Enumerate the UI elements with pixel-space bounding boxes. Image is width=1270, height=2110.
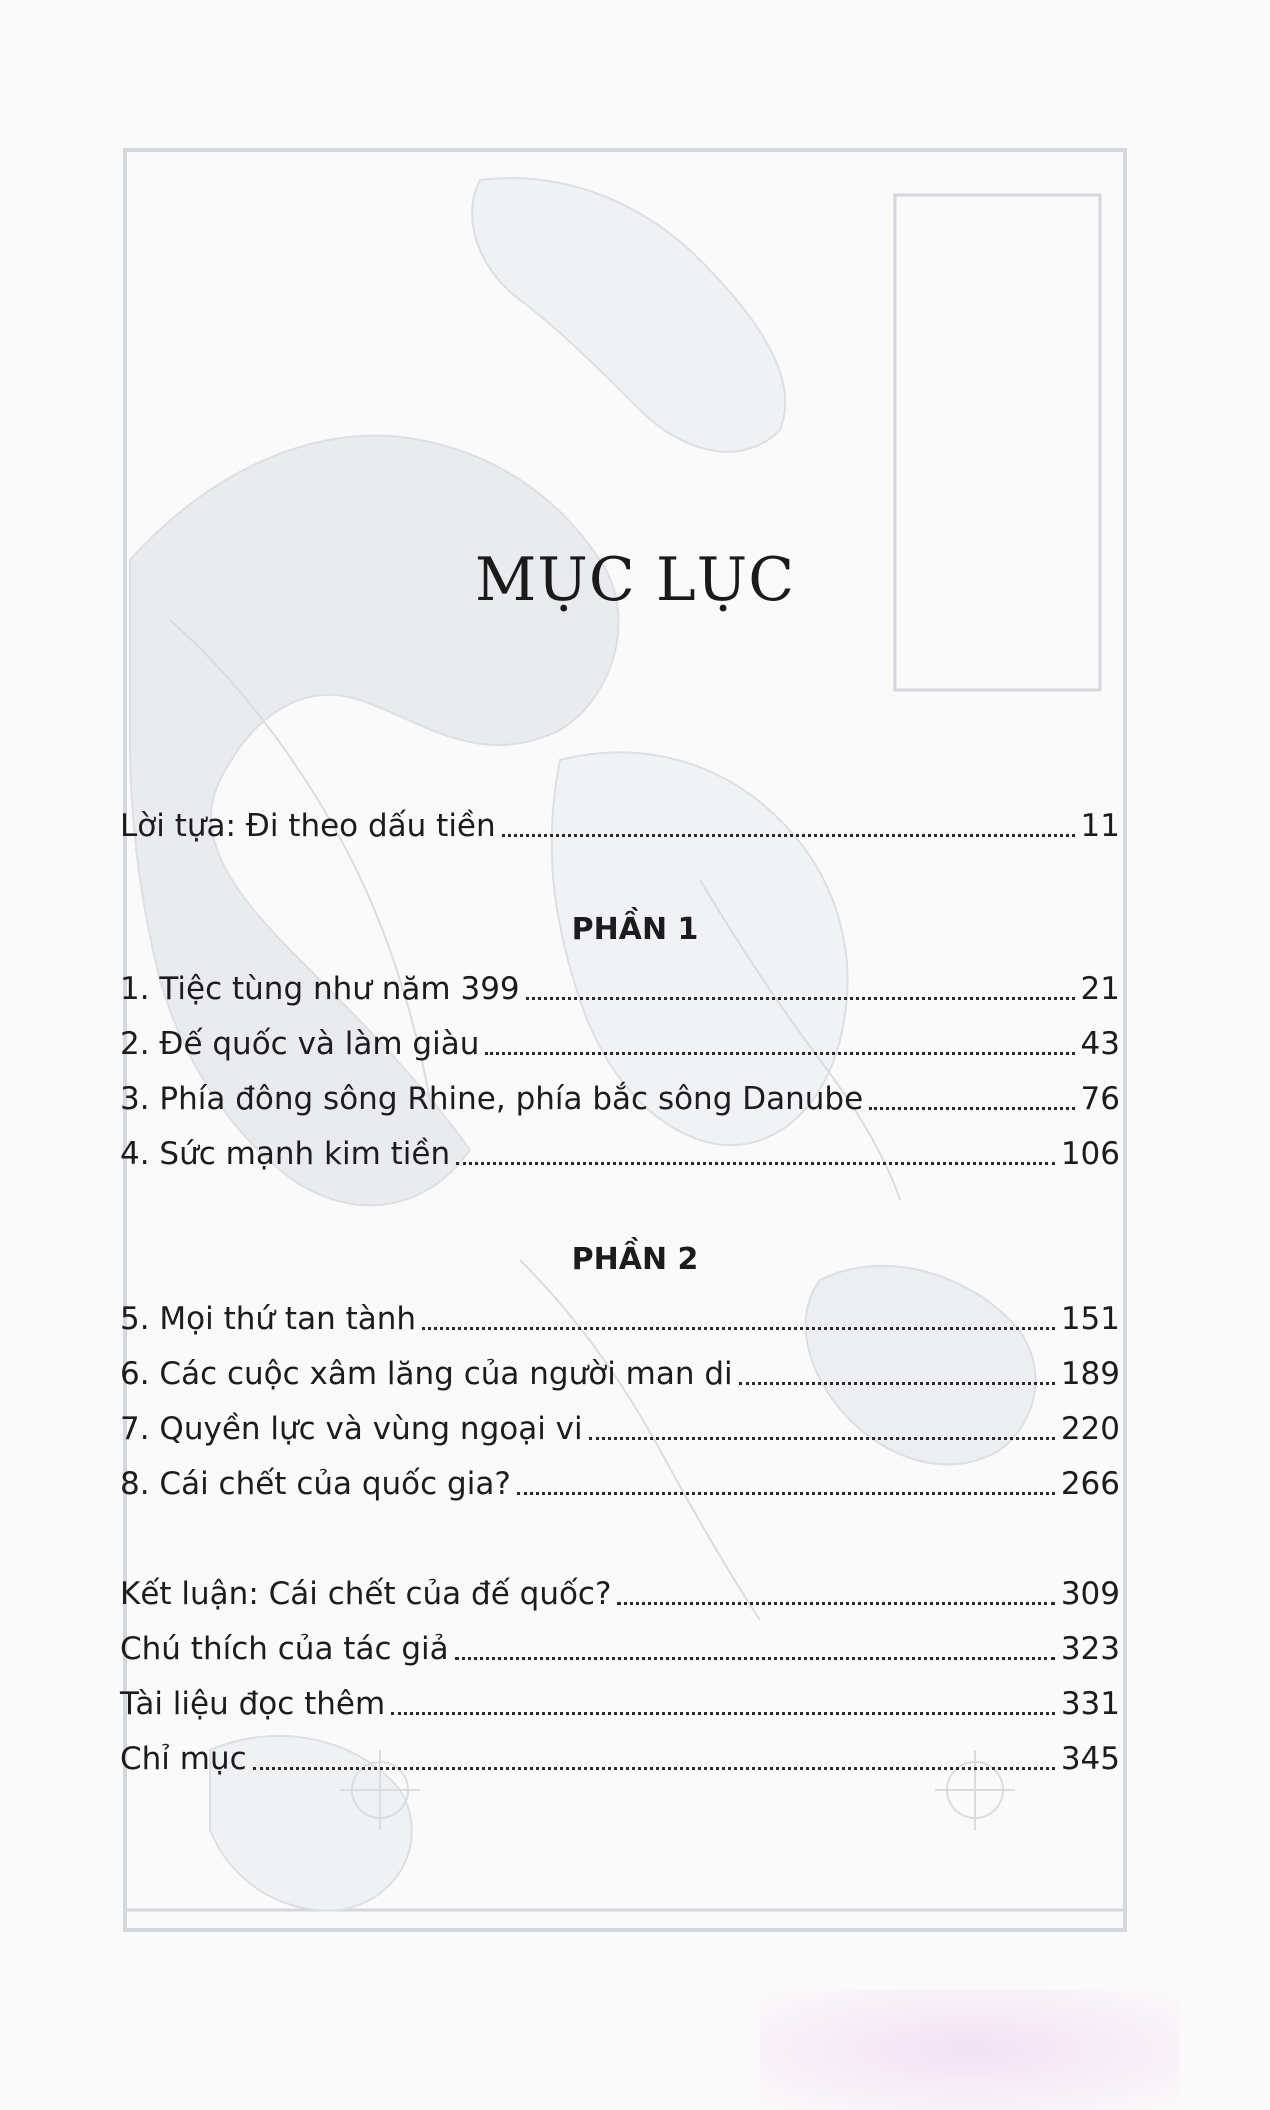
toc-entry-page-number: 106 bbox=[1060, 1136, 1120, 1172]
dot-leader bbox=[391, 1711, 1055, 1715]
toc-entry-label: 8. Cái chết của quốc gia? bbox=[120, 1466, 511, 1502]
dot-leader bbox=[422, 1326, 1055, 1330]
page-title: MỤC LỤC bbox=[474, 545, 796, 615]
toc-entry-page-number: 266 bbox=[1060, 1466, 1120, 1502]
toc-entry-page-number: 220 bbox=[1060, 1411, 1120, 1447]
dot-leader bbox=[617, 1601, 1054, 1605]
toc-entry-page-number: 345 bbox=[1060, 1741, 1120, 1777]
toc-entry-page-number: 331 bbox=[1060, 1686, 1120, 1722]
toc-entry-label: Lời tựa: Đi theo dấu tiền bbox=[120, 808, 496, 844]
toc-entry-author-notes bbox=[120, 1623, 1120, 1669]
toc-entry-preface bbox=[120, 800, 1120, 846]
toc-entry-label: Tài liệu đọc thêm bbox=[120, 1686, 386, 1722]
toc-entry-page-number: 21 bbox=[1080, 971, 1120, 1007]
toc-entry-page-number: 151 bbox=[1060, 1301, 1120, 1337]
toc-entry-label: Kết luận: Cái chết của đế quốc? bbox=[120, 1576, 612, 1612]
toc-entry bbox=[120, 1128, 1120, 1174]
toc-entry-label: 1. Tiệc tùng như năm 399 bbox=[120, 971, 520, 1007]
dot-leader bbox=[869, 1106, 1074, 1110]
toc-entry-label: Chỉ mục bbox=[120, 1741, 247, 1777]
toc-entry-label: 5. Mọi thứ tan tành bbox=[120, 1301, 417, 1337]
toc-entry bbox=[120, 1403, 1120, 1449]
toc-entry-label: 6. Các cuộc xâm lăng của người man di bbox=[120, 1356, 733, 1392]
dot-leader bbox=[455, 1656, 1055, 1660]
toc-entry-index bbox=[120, 1733, 1120, 1779]
toc-entry-page-number: 189 bbox=[1060, 1356, 1120, 1392]
dot-leader bbox=[739, 1381, 1055, 1385]
toc-entry bbox=[120, 1348, 1120, 1394]
dot-leader bbox=[517, 1491, 1055, 1495]
toc-entry bbox=[120, 1293, 1120, 1339]
dot-leader bbox=[253, 1766, 1055, 1770]
toc-entry bbox=[120, 1458, 1120, 1504]
page-edge-tint bbox=[760, 1990, 1180, 2110]
toc-entry-page-number: 11 bbox=[1080, 808, 1120, 844]
part-heading: PHẦN 1 bbox=[571, 912, 699, 947]
toc-entry-label: 2. Đế quốc và làm giàu bbox=[120, 1026, 480, 1062]
toc-entry-label: 7. Quyền lực và vùng ngoại vi bbox=[120, 1411, 583, 1447]
toc-entry-page-number: 43 bbox=[1080, 1026, 1120, 1062]
toc-entry-page-number: 76 bbox=[1080, 1081, 1120, 1117]
toc-entry-page-number: 309 bbox=[1060, 1576, 1120, 1612]
toc-entry-page-number: 323 bbox=[1060, 1631, 1120, 1667]
dot-leader bbox=[589, 1436, 1055, 1440]
toc-entry-label: 4. Sức mạnh kim tiền bbox=[120, 1136, 451, 1172]
toc-entry-conclusion bbox=[120, 1568, 1120, 1614]
part-heading: PHẦN 2 bbox=[571, 1242, 699, 1277]
dot-leader bbox=[526, 996, 1075, 1000]
toc-entry-further-reading bbox=[120, 1678, 1120, 1724]
dot-leader bbox=[485, 1051, 1074, 1055]
dot-leader bbox=[502, 833, 1075, 837]
toc-entry-label: Chú thích của tác giả bbox=[120, 1631, 449, 1667]
toc-entry bbox=[120, 1018, 1120, 1064]
dot-leader bbox=[456, 1161, 1055, 1165]
toc-entry bbox=[120, 1073, 1120, 1119]
toc-entry bbox=[120, 963, 1120, 1009]
toc-entry-label: 3. Phía đông sông Rhine, phía bắc sông Danube bbox=[120, 1081, 864, 1117]
